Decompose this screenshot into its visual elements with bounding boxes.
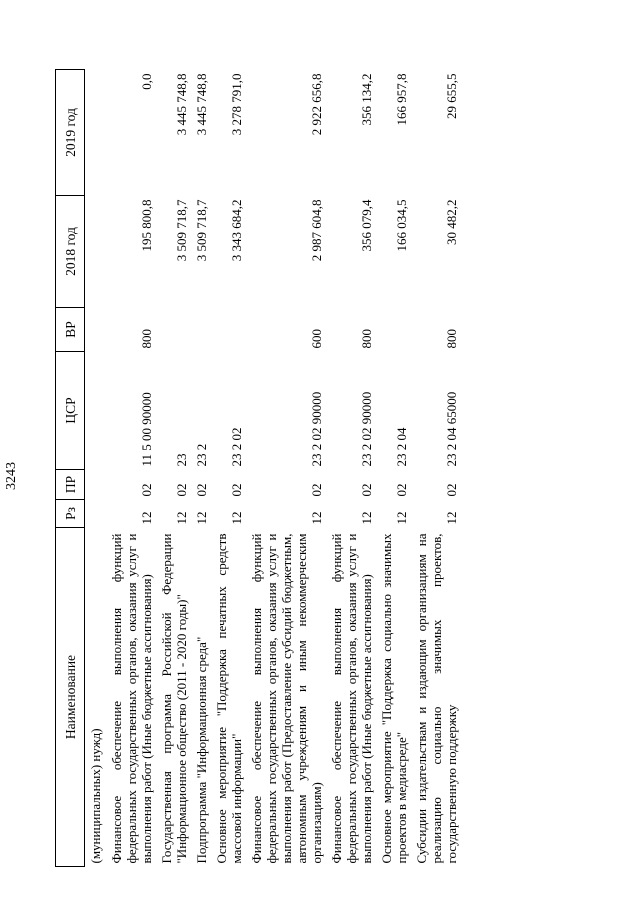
table-row bbox=[192, 70, 212, 867]
row-vr bbox=[157, 308, 192, 352]
row-name: Основное мероприятие "Поддержка печатных средств массовой информации" bbox=[214, 533, 244, 864]
table-row bbox=[157, 70, 192, 867]
row-2019: 3 445 748,8 bbox=[194, 73, 209, 136]
continuation-text: (муниципальных) нужд) bbox=[88, 728, 103, 864]
budget-table bbox=[55, 69, 462, 867]
row-name: Финансовое обеспечение выполнения функций федеральных государственных органов, оказания услуг и выполнения работ (Предоставление субсидий бюджетным, автономным учреждениям и иным некоммерческим организациям) bbox=[249, 533, 324, 864]
row-2018: 3 343 684,2 bbox=[229, 199, 244, 262]
table-row bbox=[107, 70, 157, 867]
row-2019: 3 278 791,0 bbox=[229, 73, 244, 136]
row-2019: 3 445 748,8 bbox=[174, 73, 189, 136]
header-2019: 2019 год bbox=[56, 70, 85, 196]
row-2019: 0,0 bbox=[139, 73, 154, 90]
row-name: Финансовое обеспечение выполнения функций федеральных государственных органов, оказания услуг и выполнения работ (Иные бюджетные ассигнования) bbox=[329, 533, 374, 864]
row-vr bbox=[192, 308, 212, 352]
table-row bbox=[377, 70, 412, 867]
row-pr: 02 bbox=[394, 483, 409, 497]
row-name: Финансовое обеспечение выполнения функций федеральных государственных органов, оказания услуг и выполнения работ (Иные бюджетные ассигнования) bbox=[109, 533, 154, 864]
row-csr: 23 2 02 90000 bbox=[309, 391, 324, 467]
table-row bbox=[327, 70, 377, 867]
row-csr: 11 5 00 90000 bbox=[139, 392, 154, 467]
row-csr: 23 2 02 90000 bbox=[359, 391, 374, 467]
row-rz: 12 bbox=[194, 511, 209, 525]
header-pr: ПР bbox=[56, 470, 85, 500]
row-vr: 800 bbox=[139, 329, 154, 349]
row-2019: 356 134,2 bbox=[359, 73, 374, 126]
table-row-continuation bbox=[85, 70, 108, 867]
row-vr bbox=[212, 308, 247, 352]
header-vr: ВР bbox=[56, 308, 85, 352]
row-csr: 23 2 04 bbox=[394, 427, 409, 467]
row-rz: 12 bbox=[359, 511, 374, 525]
row-2018: 30 482,2 bbox=[444, 199, 459, 245]
row-pr: 02 bbox=[359, 483, 374, 497]
row-pr: 02 bbox=[194, 483, 209, 497]
row-rz: 12 bbox=[444, 511, 459, 525]
row-name: Субсидии издательствам и издающим организациям на реализацию социально значимых проектов, государственную поддержку bbox=[414, 533, 459, 864]
row-vr: 800 bbox=[444, 329, 459, 349]
header-csr: ЦСР bbox=[56, 352, 85, 470]
row-2018: 166 034,5 bbox=[394, 199, 409, 252]
row-vr bbox=[377, 308, 412, 352]
row-csr: 23 2 bbox=[194, 443, 209, 467]
row-name: Основное мероприятие "Поддержка социально значимых проектов в медиасреде" bbox=[379, 533, 409, 864]
row-rz: 12 bbox=[309, 511, 324, 525]
row-csr: 23 2 02 bbox=[229, 427, 244, 467]
row-name: Подпрограмма "Информационная среда" bbox=[194, 636, 209, 864]
row-name: Государственная программа Российской Федерации "Информационное общество (2011 - 2020 годы)" bbox=[159, 533, 189, 864]
table-header bbox=[56, 70, 85, 867]
row-rz: 12 bbox=[229, 511, 244, 525]
row-rz: 12 bbox=[139, 511, 154, 525]
row-rz: 12 bbox=[394, 511, 409, 525]
table-row bbox=[412, 70, 462, 867]
header-rz: Рз bbox=[56, 500, 85, 528]
row-rz: 12 bbox=[174, 511, 189, 525]
row-2019: 166 957,8 bbox=[394, 73, 409, 126]
row-2019: 29 655,5 bbox=[444, 73, 459, 119]
row-2019: 2 922 656,8 bbox=[309, 73, 324, 136]
row-2018: 2 987 604,8 bbox=[309, 199, 324, 262]
table-body bbox=[85, 70, 463, 867]
row-pr: 02 bbox=[139, 483, 154, 497]
row-pr: 02 bbox=[309, 483, 324, 497]
row-pr: 02 bbox=[174, 483, 189, 497]
table-row bbox=[212, 70, 247, 867]
row-2018: 195 800,8 bbox=[139, 199, 154, 252]
page-number: 3243 bbox=[4, 462, 19, 490]
row-csr: 23 bbox=[174, 453, 189, 467]
header-2018: 2018 год bbox=[56, 196, 85, 308]
row-pr: 02 bbox=[444, 483, 459, 497]
row-2018: 3 509 718,7 bbox=[194, 199, 209, 262]
row-2018: 356 079,4 bbox=[359, 199, 374, 252]
row-2018: 3 509 718,7 bbox=[174, 199, 189, 262]
row-pr: 02 bbox=[229, 483, 244, 497]
table-row bbox=[247, 70, 327, 867]
row-csr: 23 2 04 65000 bbox=[444, 391, 459, 467]
row-vr: 600 bbox=[309, 329, 324, 349]
header-name: Наименование bbox=[56, 528, 85, 867]
row-vr: 800 bbox=[359, 329, 374, 349]
